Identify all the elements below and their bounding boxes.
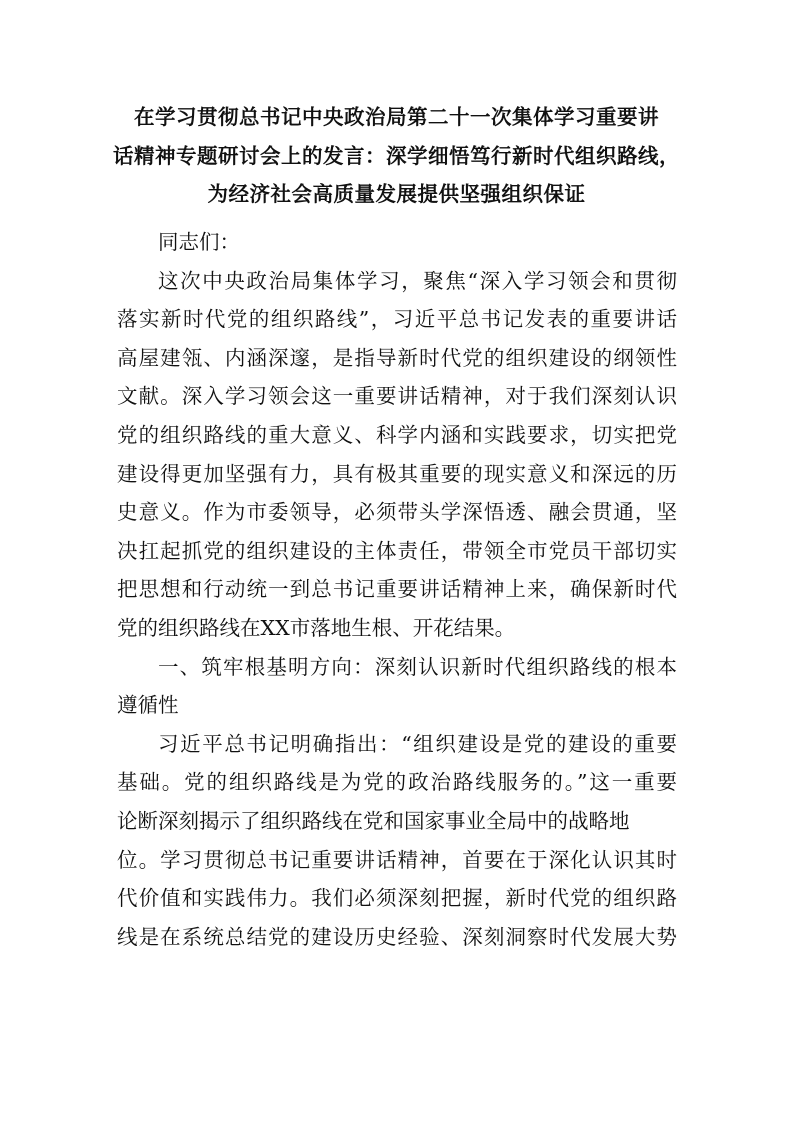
paragraph-line: 论断深刻揭示了组织路线在党和国家事业全局中的战略地 <box>117 808 630 833</box>
paragraph-line: 位。学习贯彻总书记重要讲话精神，首要在于深化认识其时 <box>117 847 677 872</box>
title-line: 在学习贯彻总书记中央政治局第二十一次集体学习重要讲 <box>134 105 659 129</box>
title-line: 为经济社会高质量发展提供坚强组织保证 <box>207 182 586 206</box>
document-title <box>100 98 693 214</box>
salutation: 同志们： <box>158 230 240 254</box>
paragraph-1 <box>117 262 677 648</box>
paragraph-line: 建设得更加坚强有力，具有极其重要的现实意义和深远的历 <box>117 461 677 486</box>
title-line: 话精神专题研讨会上的发言：深学细悟笃行新时代组织路线， <box>113 143 680 168</box>
paragraph-line: 党的组织路线在XX市落地生根、开花结果。 <box>117 615 516 640</box>
heading-line: 遵循性 <box>117 693 179 718</box>
paragraph-line: 线是在系统总结党的建设历史经验、深刻洞察时代发展大势 <box>117 924 677 949</box>
paragraph-line: 高屋建瓴、内涵深邃，是指导新时代党的组织建设的纲领性 <box>117 345 677 370</box>
paragraph-line: 史意义。作为市委领导，必须带头学深悟透、融会贯通，坚 <box>117 500 677 525</box>
paragraph-2 <box>117 725 677 957</box>
paragraph-line: 代价值和实践伟力。我们必须深刻把握，新时代党的组织路 <box>117 886 677 911</box>
paragraph-line: 文献。深入学习领会这一重要讲话精神，对于我们深刻认识 <box>117 384 677 409</box>
section-heading-1 <box>117 648 677 725</box>
paragraph-line: 习近平总书记明确指出：“组织建设是党的建设的重要 <box>158 731 677 756</box>
paragraph-line: 这次中央政治局集体学习，聚焦“深入学习领会和贯彻 <box>158 268 677 293</box>
heading-line: 一、筑牢根基明方向：深刻认识新时代组织路线的根本 <box>158 654 677 679</box>
paragraph-line: 基础。党的组织路线是为党的政治路线服务的。”这一重要 <box>117 770 677 795</box>
paragraph-line: 把思想和行动统一到总书记重要讲话精神上来，确保新时代 <box>117 577 677 602</box>
paragraph-line: 决扛起抓党的组织建设的主体责任，带领全市党员干部切实 <box>117 538 677 563</box>
paragraph-line: 落实新时代党的组织路线”，习近平总书记发表的重要讲话 <box>117 307 677 332</box>
paragraph-line: 党的组织路线的重大意义、科学内涵和实践要求，切实把党 <box>117 422 677 447</box>
document-body <box>117 223 677 956</box>
